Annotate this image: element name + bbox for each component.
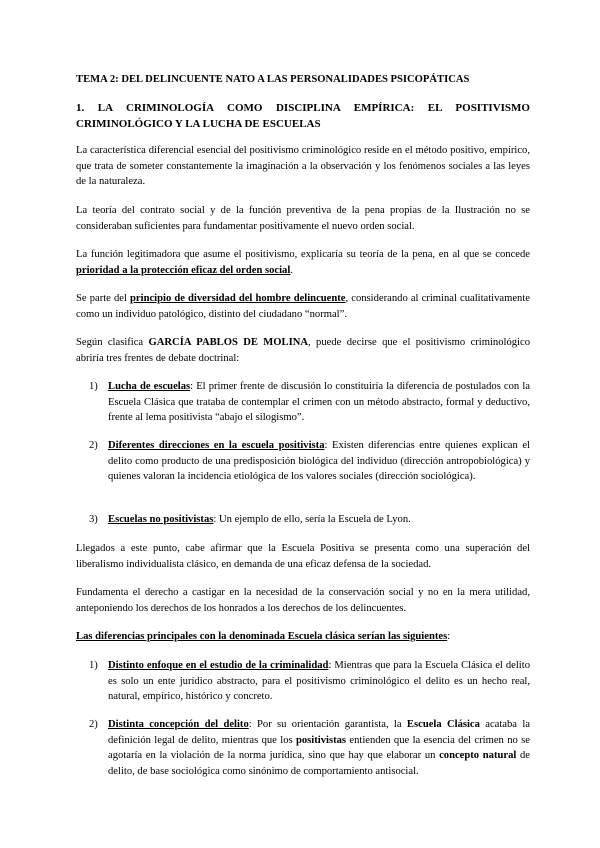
list-item-text: entienden que la esencia del crimen no se agotaría en la violación de la norma jurídica, sino que hay que elaborar un [108, 734, 530, 762]
list-item [89, 379, 530, 426]
list-item-emphasis: Escuela Clásica [406, 719, 480, 730]
paragraph-5-text: Según clasifica [76, 337, 149, 348]
list-item-emphasis: concepto natural [439, 750, 517, 762]
list-item-label: Distinto enfoque en el estudio de la criminalidad [108, 660, 329, 671]
list-item-emphasis: positivistas [295, 734, 347, 746]
paragraph-5 [76, 335, 530, 366]
paragraph-4-end: , considerando al criminal cualitativamente como un individuo patológico, distinto del ciudadano “normal”. [76, 293, 531, 320]
list-number: 2) [89, 440, 98, 451]
list-number: 3) [89, 514, 98, 525]
paragraph-4 [76, 291, 530, 322]
list-item-text: : Existen diferencias entre quienes explican el delito como producto de una predisposición biológica del individuo (dirección antropobiológica) y quienes valoran la incidencia etiológica de los valores sociales (dirección sociológica). [108, 440, 530, 483]
paragraph-8-end: : [447, 631, 451, 642]
list-item-label: Distinta concepción del delito [108, 719, 249, 730]
list-item-label: Diferentes direcciones en la escuela positivista [108, 440, 325, 451]
author-name: GARCÍA PABLOS DE MOLINA [148, 337, 309, 348]
paragraph-2: La teoría del contrato social y de la función preventiva de la pena propias de la Ilustración no se consideraban suficientes para fundamentar positivamente el nuevo orden social. [76, 205, 530, 232]
list-item-text: : Mientras que para la Escuela Clásica el delito es solo un ente jurídico abstracto, para el positivismo criminológico el delito es un hecho real, natural, empírico, histórico y concreto. [108, 660, 530, 703]
section-heading: 1. LA CRIMINOLOGÍA COMO DISCIPLINA EMPÍRICA: EL POSITIVISMO CRIMINOLÓGICO Y LA LUCHA DE ESCUELAS [76, 102, 530, 130]
paragraph-3-emphasis: prioridad a la protección eficaz del orden social [76, 264, 291, 276]
paragraph-3 [76, 247, 530, 278]
paragraph-3-text: La función legitimadora que asume el positivismo, explicaría su teoría de la pena, en al que se concede [76, 249, 530, 260]
list-item-text: : Por su orientación garantista, la [248, 719, 407, 730]
list-item [89, 438, 530, 485]
paragraph-5-end: , puede decirse que el positivismo criminológico abriría tres frentes de debate doctrinal: [76, 337, 530, 364]
list-item-text: acataba la definición legal de delito, mientras que los [108, 719, 530, 746]
list-item-label: Lucha de escuelas [108, 381, 191, 392]
paragraph-3-end: . [290, 264, 293, 276]
list-item-text: de delito, de base sociológica como sinónimo de comportamiento antisocial. [108, 750, 530, 777]
list-number: 1) [89, 660, 98, 671]
list-number: 2) [89, 719, 98, 730]
paragraph-8 [76, 629, 530, 645]
paragraph-7: Fundamenta el derecho a castigar en la necesidad de la conservación social y no en la mera utilidad, anteponiendo los derechos de los honrados a los derechos de los delincuentes. [76, 587, 530, 614]
list-number: 1) [89, 381, 98, 392]
list-item [89, 717, 530, 779]
list-item-text: : Un ejemplo de ello, sería la Escuela de Lyon. [213, 514, 411, 525]
paragraph-8-emphasis: Las diferencias principales con la denominada Escuela clásica serían las siguientes [76, 631, 448, 642]
list-item [89, 658, 530, 705]
document-title: TEMA 2: DEL DELINCUENTE NATO A LAS PERSONALIDADES PSICOPÁTICAS [76, 74, 470, 85]
paragraph-4-emphasis: principio de diversidad del hombre delincuente [130, 293, 346, 304]
list-item [89, 512, 530, 528]
list-item-text: : El primer frente de discusión lo constituiría la diferencia de postulados con la Escuela Clásica que trataba de contemplar el crimen con un método abstracto, formal y deductivo, frente al lema positivista “abajo el silogismo”. [108, 381, 530, 424]
list-item-label: Escuelas no positivistas [108, 514, 214, 525]
paragraph-4-text: Se parte del [76, 293, 131, 304]
paragraph-6: Llegados a este punto, cabe afirmar que la Escuela Positiva se presenta como una superación del liberalismo individualista clásico, en demanda de una eficaz defensa de la sociedad. [76, 543, 530, 570]
paragraph-1: La característica diferencial esencial del positivismo criminológico reside en el método positivo, empírico, que trata de someter constantemente la imaginación a la observación y los fenómenos sociales a las leyes de la naturaleza. [76, 145, 530, 188]
